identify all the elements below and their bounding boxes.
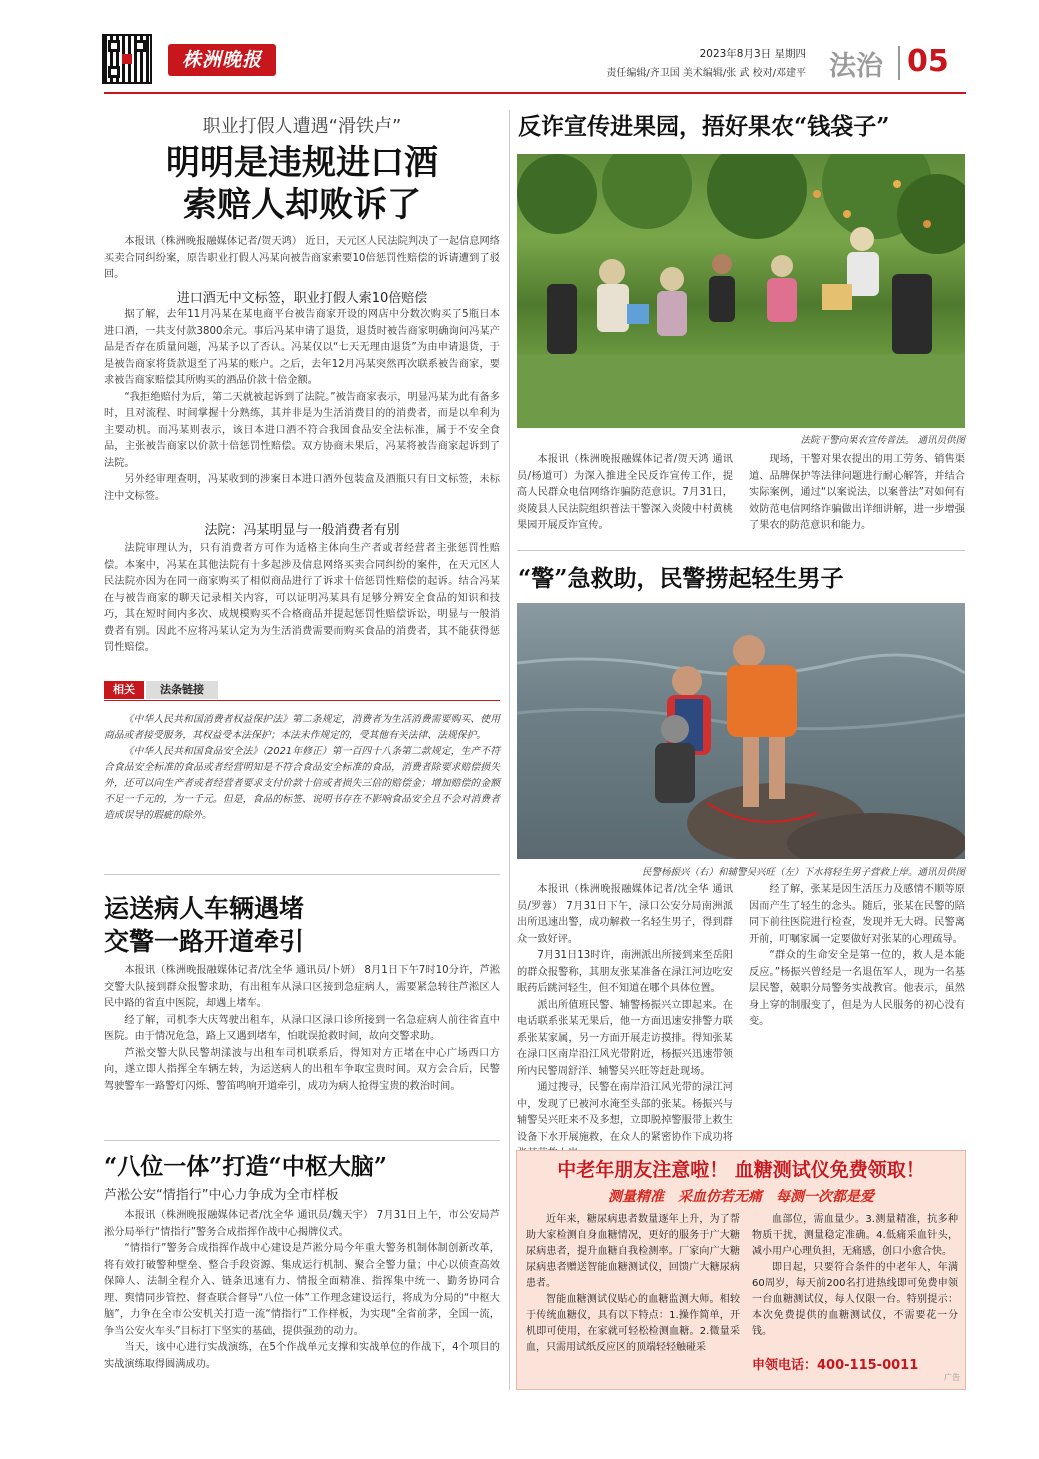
- article1-subhead1: 进口酒无中文标签，职业打假人索10倍赔偿: [176, 291, 428, 306]
- article1-title-line1: 明明是违规进口酒: [166, 143, 438, 183]
- article5-subtitle: 芦淞公安“情指行”中心力争成为全市样板: [104, 1188, 339, 1203]
- column-divider: [509, 110, 510, 1390]
- page-number: 05: [907, 44, 949, 79]
- section-title: 法治: [829, 51, 883, 82]
- article3-body-left: 本报讯（株洲晚报融媒体记者/沈全华 通讯员/罗蓉） 7月31日下午，渌口公安分局南洲派出所迅速出警，成功解救一名轻生男子，得到群众一致好评。 7月31日13时许，南洲派出所接到来至岳阳的群众报警称，其朋友张某准备在渌江河边吃安眠药后跳河轻生，但不知道在哪个具体位置。 派出所值班民警、辅警杨振兴立即起来。在电话联系张某无果后，他一方面迅速安排警力联系张某家属，另一方面开展走访摸排。得知张某在渌口区南岸沿江风光带附近，杨振兴迅速带领所内民警周舒洋、辅警吴兴旺等赶赴现场。 通过搜寻，民警在南岸沿江风光带的渌江河中，发现了已被河水淹至头部的张某。杨振兴与辅警吴兴旺来不及多想，立即脱掉警服带上救生设备下水开展施救，在众人的紧密协作下成功将: [517, 884, 733, 1143]
- article2-title: 反诈宣传进果园，捂好果农“钱袋子”: [518, 113, 890, 140]
- ad-note: 广告: [944, 1373, 960, 1382]
- qr-code-icon: [104, 36, 150, 82]
- ad-body-left: 近年来，糖尿病患者数量逐年上升，为了帮助大家检测自身血糖情况，更好的服务于广大糖尿病患者，提升血糖自我检测率。厂家向广大糖尿病患者赠送智能血糖测试仪，回馈广大糖尿病患者。 智能血糖测试仪贴心的血糖监测大师。相较于传统血糖仪，具有以下特点：1.操作简单，开机即可使用，在家就可轻松检测血糖。2.微量采血，只需用试纸反应区的顶端轻轻触碰采: [526, 1214, 740, 1353]
- section-rule-3: [517, 550, 965, 551]
- article1-title-line2: 索赔人却败诉了: [183, 185, 421, 225]
- header-rule: [104, 92, 966, 94]
- ad-phone: 申领电话：400-115-0011: [752, 1358, 919, 1373]
- article1-lead: 本报讯（株洲晚报融媒体记者/贺天鸿） 近日，天元区人民法院判决了一起信息网络买卖合同纠纷案，原告职业打假人冯某向被告商家索要10倍惩罚性赔偿的诉请遭到了驳回。: [104, 236, 500, 280]
- article3-title: “警”急救助，民警捞起轻生男子: [518, 565, 844, 592]
- article4-body: 本报讯（株洲晚报融媒体记者/沈全华 通讯员/卜妍） 8月1日下午7时10分许，芦淞交警大队接到群众报警求助，有出租车从渌口区接到急症病人，需要紧急转往芦淞区人民中路的省直中医院，却遇上堵车。 经了解，司机李大庆驾驶出租车，从渌口区渌口诊所接到一名急症病人前往省直中医院。由于情况危急，路上又遇到堵车，怕耽误抢救时间，故向交警求助。 芦淞交警大队民警胡漾波与出租车司机联系后，得知对方正堵在中心广场西口方向，遂立即人指挥全车辆左转，为运送病人的出租车争取宝贵时间。双方会合后，民警驾驶警车一路警灯闪烁、警笛鸣响开道牵引，成功为病人抢得宝贵的救治时间。: [104, 965, 500, 1092]
- article3-body-right: 经了解，张某是因生活压力及感情不顺等原因而产生了轻生的念头。随后，张某在民警的陪同下前往医院进行检查，发现并无大碍。民警离开前，叮嘱家属一定要做好对张某的心理疏导。 “群众的生命安全是第一位的，救人是本能反应。”杨振兴曾经是一名退伍军人，现为一名基层民警，兢职分局警务实战教官。他表示，虽然身上穿的制服变了，但是为人民服务的初心没有变。: [749, 884, 965, 1027]
- section-divider: [898, 46, 900, 80]
- section-rule-2: [104, 1140, 500, 1141]
- article5-title: “八位一体”打造“中枢大脑”: [104, 1153, 387, 1180]
- article5-body: 本报讯（株洲晚报融媒体记者/沈全华 通讯员/魏天宇） 7月31日上午，市公安局芦淞分局举行“情指行”警务合成指挥作战中心揭牌仪式。 “情指行”警务合成指挥作战中心建设是芦淞分局今年重大警务机制体制创新改革，将有效打破警种壁垒、整合手段资源、集成运行机制、聚合全警力量；中心以侦查高效保障人、法制全程介入、链条迅速有力、情报全面精准、指挥集中统一、勤务协同合理、舆情同步管控、督查联合督导“八位一体”工作理念建设运行，将成为分局的“中枢大脑”，力争在全市公安机关打造一流“情指行”工作样板，为实现“全省前茅，全国一流，争当公安火车头”目标打下坚实的基础，提供强劲的动力。 当天，该中心进行实战演练，在5个作战单元支撑和实战单位的作战下，4个项目的实战演练取得圆满成功。: [104, 1210, 500, 1370]
- article1-body2: 法院审理认为，只有消费者方可作为适格主体向生产者或者经营者主张惩罚性赔偿。本案中，冯某在其他法院有十多起涉及信息网络买卖合同纠纷的案件，在天元区人民法院亦因为在同一商家购买了相似商品进行了诉求十倍惩罚性赔偿的起诉。结合冯某在与被告商家的聊天记录相关内容，可以证明冯某具有足够分辨安全食品的知识和技巧，其在短时间内多次、成规模购买不合格商品并提起惩罚性赔偿诉讼，明显与一般消费者有别。因此不应将冯某认定为为生活消费需要而购买食品的消费者，其不能获得惩罚性赔偿。: [104, 543, 500, 653]
- article1-subhead2: 法院：冯某明显与一般消费者有别: [204, 523, 400, 538]
- ad-slogan: 测量精准 采血仿若无痛 每测一次都是爱: [608, 1189, 874, 1205]
- orchard-photo: [517, 154, 965, 428]
- related-rule: [104, 700, 500, 701]
- article1-kicker: 职业打假人遭遇“滑铁卢”: [202, 116, 402, 137]
- article3-caption: 民警杨振兴（右）和辅警吴兴旺（左）下水将轻生男子营救上岸。通讯员供图: [641, 867, 965, 878]
- article4-title-line1: 运送病人车辆遇堵: [104, 894, 305, 923]
- section-rule-1: [104, 874, 500, 875]
- article2-body-right: 现场，干警对果农提出的用工劳务、销售渠道、品牌保护等法律问题进行耐心解答，并结合实际案例，通过“以案说法，以案普法”对如何有效防范电信网络诈骗做出详细讲解，进一步增强了果农的防范意识和能力。: [749, 454, 965, 531]
- article2-caption: 法院干警向果农宣传普法。 通讯员供图: [800, 435, 965, 446]
- article2-body-left: 本报讯（株洲晚报融媒体记者/贺天鸿 通讯员/杨道可）为深入推进全民反诈宣传工作，提高人民群众电信网络诈骗防范意识。7月31日，炎陵县人民法院组织普法干警深入炎陵中村黄桃果园开展反诈宣传。: [517, 454, 733, 531]
- article4-title-line2: 交警一路开道牵引: [104, 927, 305, 956]
- rescue-photo: [517, 603, 965, 859]
- article1-body1: 据了解，去年11月冯某在某电商平台被告商家开设的网店中分数次购买了5瓶日本进口酒，一共支付款3800余元。事后冯某申请了退货，退货时被告商家明确询问冯某产品是否存在质量问题，冯某予以了否认。冯某仅以“七天无理由退货”为由申请退货，于是被告商家将货款退至了冯某的账户。之后，去年12月冯某突然再次联系被告商家，要求被告商家赔偿其所购买的酒品价款十倍金额。 “我拒绝赔付为后，第二天就被起诉到了法院。”被告商家表示，明显冯某为此有备多时，且对流程、时间掌握十分熟练，其并非是为生活消费目的的消费者，而是以牟利为主要动机。而冯某则表示，该日本进口酒不符合我国食品安全法标准，属于不安全食品，主张被告商家以价款十倍惩罚性赔偿。双方协商未果后，冯某将被告商家起诉到了法院。 另外经审理查明，冯某收到的涉案日本进口酒外包装盒及酒瓶只有日文标签，未标注中文标签。: [104, 309, 500, 502]
- related-body: 《中华人民共和国消费者权益保护法》第二条规定，消费者为生活消费需要购买、使用商品或者接受服务，其权益受本法保护；本法未作规定的，受其他有关法律、法规保护。 《中华人民共和国食品安全法》（2021年修正）第一百四十八条第二款规定，生产不符合食品安全标准的食品或者经营明知是不符合食品安全标准的食品，消费者除要求赔偿损失外，还可以向生产者或者经营者要求支付价款十倍或者损失三倍的赔偿金；增加赔偿的金额不足一千元的，为一千元。但是，食品的标签、说明书存在不影响食品安全且不会对消费者造成误导的瑕疵的除外。: [104, 714, 500, 821]
- related-tag: 相关: [104, 681, 144, 699]
- ad-title: 中老年朋友注意啦！ 血糖测试仪免费领取！: [557, 1159, 925, 1181]
- header-date: 2023年8月3日 星期四: [699, 48, 806, 60]
- related-title: 法条链接: [146, 681, 218, 699]
- header-editors: 责任编辑/齐卫国 美术编辑/张 武 校对/邓建平: [606, 68, 806, 79]
- ad-body-right: 血部位，需血量少。3.测量精准，抗多种物质干扰，测量稳定准确。4.低痛采血针头，减小用户心理负担，无痛感，创口小愈合快。 即日起，只要符合条件的中老年人，年满60周岁，每天前200名打进热线即可免费申领一台血糖测试仪，每人仅限一台。特别提示：本次免费提供的血糖测试仪，不需要花一分钱。: [752, 1214, 958, 1337]
- paper-logo: 株洲晚报: [168, 44, 276, 76]
